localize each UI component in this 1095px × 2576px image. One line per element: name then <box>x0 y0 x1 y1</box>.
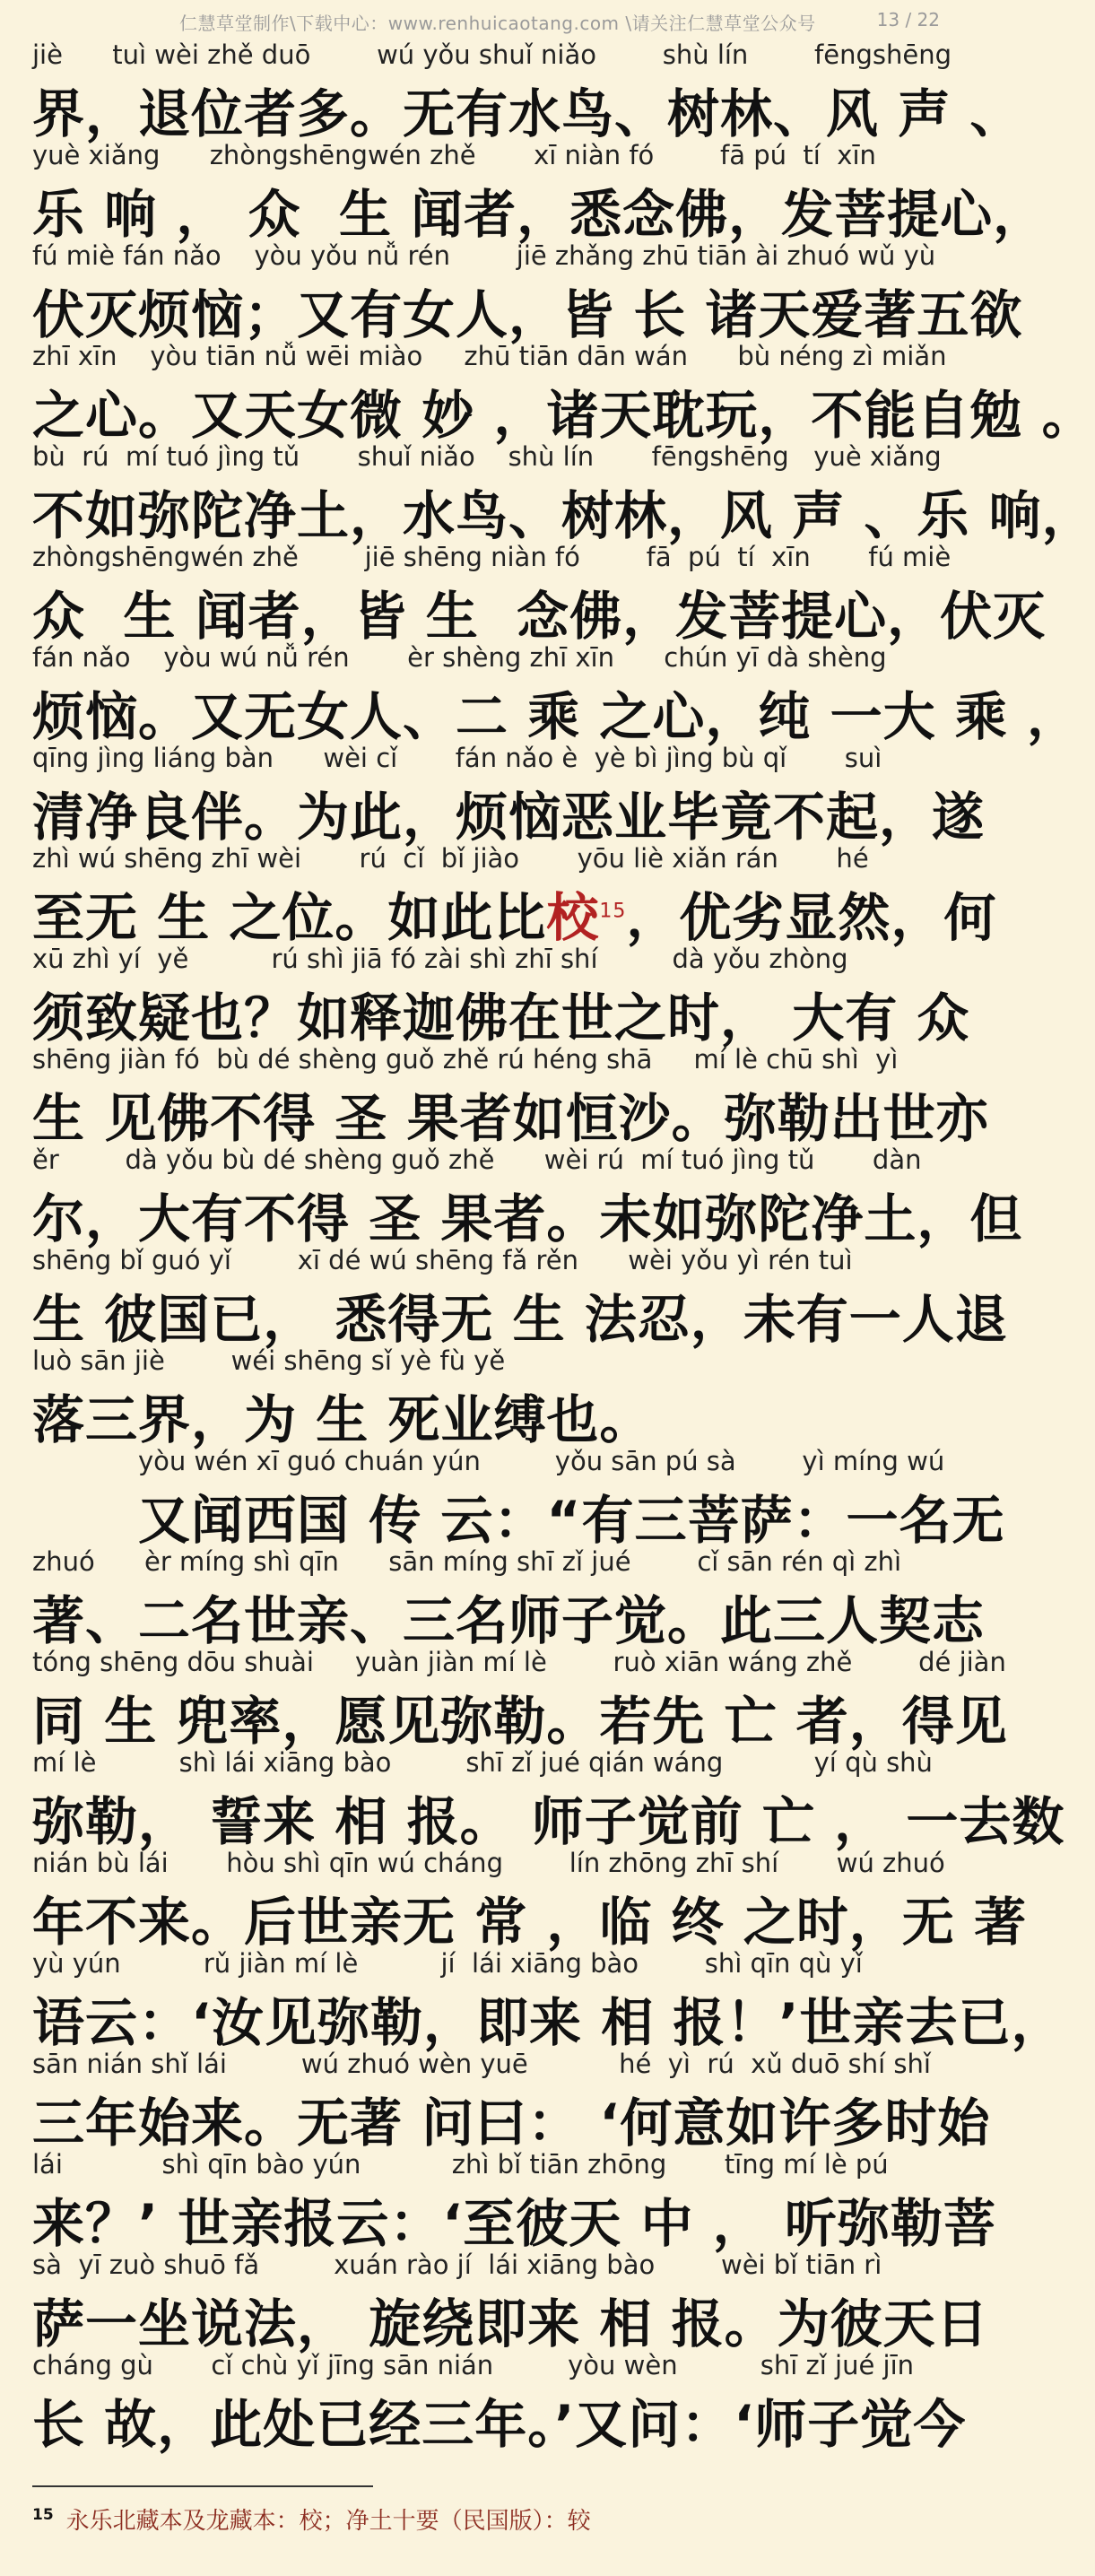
footnote-ref[interactable] <box>546 887 626 948</box>
text-line <box>32 1643 1008 1752</box>
pinyin-line: fú miè fán nǎo yòu yǒu nǚ rén jiē zhǎng zhū tiān ài zhuó wǔ yù <box>32 240 936 271</box>
pinyin-line: yòu wén xī guó chuán yún yǒu sān pú sà yì míng wú <box>138 1446 945 1476</box>
hanzi-line: 烦恼。又无女人、二 乘 之心，纯 一大 乘 ， <box>32 686 1080 747</box>
pinyin-line: lái shì qīn bào yún zhì bǐ tiān zhōng tīng mí lè pú <box>32 2149 889 2180</box>
footnote-ref-char: 校 <box>546 887 600 948</box>
hanzi-line: 生 见佛不得 圣 果者如恒沙。弥勒出世亦 <box>32 1088 989 1149</box>
text-line <box>32 1744 1065 1852</box>
pinyin-line: cháng gù cǐ chù yǐ jīng sān nián yòu wèn shī zǐ jué jīn <box>32 2350 915 2380</box>
pinyin-line: shēng bǐ guó yǐ xī dé wú shēng fǎ rěn wèi yǒu yì rén tuì <box>32 1245 853 1275</box>
hanzi-line: 之心。又天女微 妙 ，诸天耽玩，不能自勉 。 <box>32 385 1095 446</box>
text-line <box>32 1442 1005 1551</box>
pinyin-line: zhì wú shēng zhī wèi rú cǐ bǐ jiào yōu liè xiǎn rán hé <box>32 843 869 874</box>
text-line <box>32 237 1023 345</box>
text-line <box>32 940 970 1049</box>
hanzi-line: 三年始来。无著 问曰： ‘何意如许多时始 <box>32 2093 991 2154</box>
pinyin-line: bù rú mí tuó jìng tǔ shuǐ niǎo shù lín fēngshēng yuè xiǎng <box>32 441 942 472</box>
text-line <box>32 2346 967 2455</box>
hanzi-line: 不如弥陀净土，水鸟、树林，风 声 、乐 响， <box>32 485 1095 546</box>
hanzi-line: 落三界，为 生 死业缚也。 <box>32 1389 653 1450</box>
text-line <box>32 739 986 848</box>
text-line <box>32 1543 986 1651</box>
hanzi-line: 界，退位者多。无有水鸟、树林、风 声 、 <box>32 83 1023 144</box>
hanzi-line: 乐 响 ， 众 生 闻者，悉念佛，发菩提心， <box>32 184 1047 245</box>
text-line <box>32 438 1095 546</box>
pinyin-line: yù yún rǔ jiàn mí lè jí lái xiāng bào shì qīn qù yǐ <box>32 1948 863 1979</box>
pinyin-line: luò sān jiè wéi shēng sǐ yè fù yě <box>32 1345 506 1376</box>
text-line <box>32 2145 996 2254</box>
header-text: 仁慧草堂制作\下载中心：www.renhuicaotang.com \请关注仁慧草堂公众号 <box>179 13 816 34</box>
text-line <box>32 1040 989 1149</box>
pinyin-line: tóng shēng dōu shuài yuàn jiàn mí lè ruò xiān wáng zhě dé jiàn <box>32 1647 1006 1677</box>
hanzi-line: 年不来。后世亲无 常 ，临 终 之时，无 著 <box>32 1892 1027 1953</box>
text-body <box>32 36 1095 2455</box>
pinyin-line: zhī xīn yòu tiān nǚ wēi miào zhū tiān dān wán bù néng zì miǎn <box>32 341 947 371</box>
text-line <box>32 1141 1023 1249</box>
text-line <box>32 1844 1027 1953</box>
pinyin-line: sān nián shǐ lái wú zhuó wèn yuē hé yì rú xǔ duō shí shǐ <box>32 2049 931 2079</box>
hanzi-segment: ，优劣显然，何 <box>626 887 997 948</box>
pinyin-line: mí lè shì lái xiāng bào shī zǐ jué qián wáng yí qù shù <box>32 1747 933 1778</box>
hanzi-segment: 至无 生 之位。如此比 <box>32 887 547 948</box>
text-line <box>32 840 997 948</box>
hanzi-line: 伏灭烦恼；又有女人，皆 长 诸天爱著五欲 <box>32 284 1023 345</box>
pinyin-line: zhuó èr míng shì qīn sān míng shī zǐ jué cǐ sān rén qì zhì <box>32 1546 902 1577</box>
pinyin-line: xū zhì yí yě rú shì jiā fó zài shì zhī shí dà yǒu zhòng <box>32 944 848 974</box>
text-line <box>32 136 1047 245</box>
text-line <box>32 36 1023 144</box>
pinyin-line: shēng jiàn fó bù dé shèng guǒ zhě rú héng shā mí lè chū shì yì <box>32 1044 899 1075</box>
pinyin-line: zhòngshēngwén zhě jiē shēng niàn fó fā pú tí xīn fú miè <box>32 542 952 572</box>
hanzi-line: 又闻西国 传 云：“有三菩萨：一名无 <box>138 1490 1005 1551</box>
hanzi-line: 长 故，此处已经三年。’又问：‘师子觉今 <box>32 2394 967 2455</box>
text-line <box>32 1945 1065 2053</box>
hanzi-line: 弥勒， 誓来 相 报。 师子觉前 亡 ， 一去数 <box>32 1791 1065 1852</box>
hanzi-line: 萨一坐说法， 旋绕即来 相 报。为彼天日 <box>32 2293 989 2354</box>
page-number: 13 / 22 <box>876 9 940 30</box>
text-line <box>32 538 1047 647</box>
hanzi-line: 同 生 兜率，愿见弥勒。若先 亡 者，得见 <box>32 1691 1008 1752</box>
text-line <box>32 1342 938 1450</box>
text-line <box>32 2246 989 2354</box>
hanzi-line: 来？’ 世亲报云：‘至彼天 中 ， 听弥勒菩 <box>32 2193 996 2254</box>
hanzi-line: 清净良伴。为此，烦恼恶业毕竟不起，遂 <box>32 787 986 848</box>
hanzi-line: 生 彼国已， 悉得无 生 法忍，未有一人退 <box>32 1289 1008 1350</box>
pinyin-line: ěr dà yǒu bù dé shèng guǒ zhě wèi rú mí tuó jìng tǔ dàn <box>32 1144 922 1175</box>
pinyin-line: fán nǎo yòu wú nǚ rén èr shèng zhī xīn chún yī dà shèng <box>32 642 887 673</box>
hanzi-line: 尔，大有不得 圣 果者。未如弥陀净土，但 <box>32 1188 1023 1249</box>
pinyin-line: nián bù lái hòu shì qīn wú cháng lín zhōng zhī shí wú zhuó <box>32 1848 945 1878</box>
pinyin-line: qīng jìng liáng bàn wèi cǐ fán nǎo è yè bì jìng bù qǐ suì <box>32 743 882 773</box>
hanzi-line: 须致疑也？如释迦佛在世之时， 大有 众 <box>32 988 970 1049</box>
hanzi-line: 众 生 闻者，皆 生 念佛，发菩提心，伏灭 <box>32 586 1047 647</box>
pinyin-line: sà yī zuò shuō fǎ xuán rào jí lái xiāng bào wèi bǐ tiān rì <box>32 2250 882 2280</box>
footnote <box>32 2502 929 2536</box>
pinyin-line: yuè xiǎng zhòngshēngwén zhě xī niàn fó fā pú tí xīn <box>32 140 876 170</box>
text-line <box>32 337 1095 446</box>
text-line <box>32 639 1080 747</box>
footnote-ref-number: 15 <box>599 900 627 923</box>
footnote-divider <box>32 2485 373 2487</box>
hanzi-line: 著、二名世亲、三名师子觉。此三人契志 <box>32 1590 986 1651</box>
footnote-number: 15 <box>32 2506 54 2525</box>
pinyin-line: jiè tuì wèi zhě duō wú yǒu shuǐ niǎo shù lín fēngshēng <box>32 39 952 70</box>
page-header <box>0 0 969 39</box>
hanzi-line <box>32 875 997 948</box>
text-line <box>32 1241 1008 1350</box>
footnote-text: 永乐北藏本及龙藏本：校；净土十要（民国版）：较 <box>65 2508 591 2535</box>
hanzi-line: 语云：‘汝见弥勒，即来 相 报！’世亲去已， <box>32 1992 1065 2053</box>
text-line <box>32 2045 991 2154</box>
